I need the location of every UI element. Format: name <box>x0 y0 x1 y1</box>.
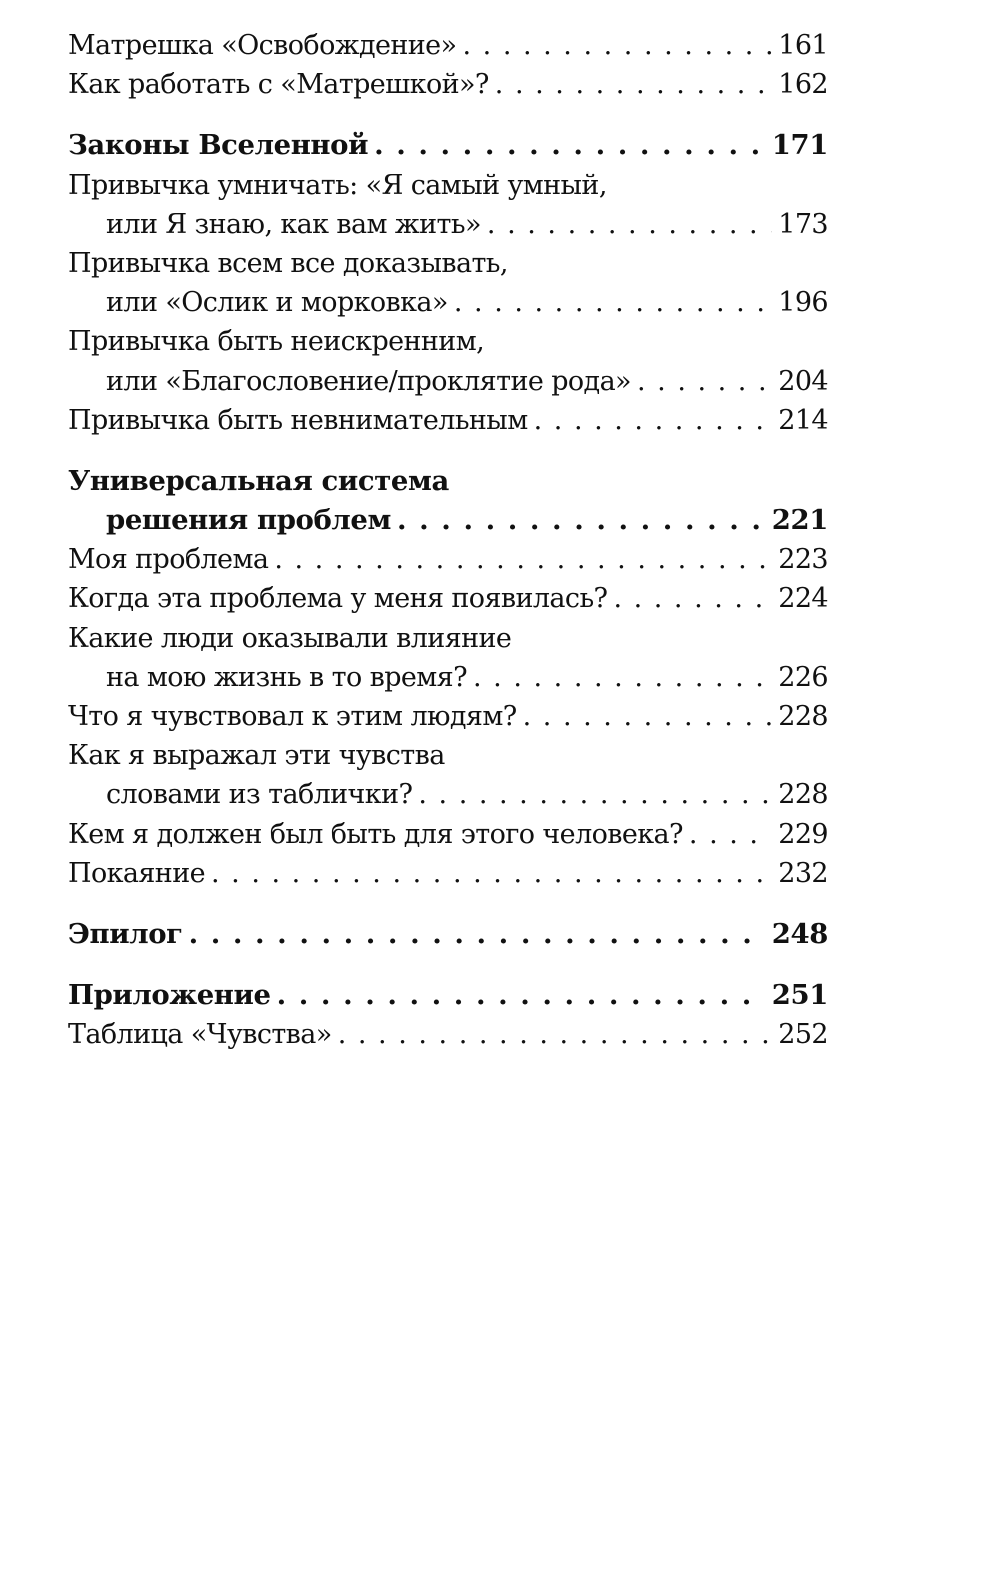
dot-leader <box>211 854 772 893</box>
toc-entry-title: Когда эта проблема у меня появилась? <box>68 583 608 615</box>
toc-line <box>68 815 828 854</box>
dot-leader <box>473 658 772 697</box>
toc-entry <box>68 619 828 697</box>
toc-line-continuation <box>68 362 828 401</box>
toc-line <box>68 619 828 658</box>
toc-entry-title: Моя проблема <box>68 544 269 576</box>
dot-leader <box>189 915 766 954</box>
toc-entry <box>68 736 828 814</box>
toc-entry-title: Какие люди оказывали влияние <box>68 622 512 654</box>
toc-entry <box>68 26 828 65</box>
toc-line <box>68 579 828 618</box>
toc-entry-title: Как я выражал эти чувства <box>68 740 445 772</box>
toc-page-number: 232 <box>778 857 828 889</box>
toc-line <box>68 401 828 440</box>
toc-line <box>68 915 828 954</box>
toc-entry <box>68 166 828 244</box>
toc-entry-title: Привычка быть невнимательным <box>68 404 528 436</box>
toc-page-number: 196 <box>778 287 828 319</box>
dot-leader <box>689 815 772 854</box>
toc-page-number: 214 <box>778 404 828 436</box>
toc-entry-title-continuation: на мою жизнь в то время? <box>106 661 467 693</box>
section-spacer <box>68 893 828 915</box>
toc-entry <box>68 1015 828 1054</box>
toc-page-number: 228 <box>778 779 828 811</box>
toc-line <box>68 166 828 205</box>
toc-line-continuation <box>68 501 828 540</box>
toc-section-heading <box>68 462 828 540</box>
dot-leader <box>523 697 773 736</box>
toc-line <box>68 244 828 283</box>
toc-entry-title: Что я чувствовал к этим людям? <box>68 701 517 732</box>
dot-leader <box>274 540 772 579</box>
toc-entry <box>68 815 828 854</box>
toc-page-number: 224 <box>778 583 828 615</box>
toc-entry <box>68 854 828 893</box>
dot-leader <box>454 283 772 322</box>
toc-line-continuation <box>68 283 828 322</box>
toc-page-number: 226 <box>778 661 828 693</box>
toc-page-number: 229 <box>778 818 828 850</box>
toc-entry-title: Кем я должен был быть для этого человека? <box>68 818 683 850</box>
toc-section-heading <box>68 915 828 954</box>
toc-section-title: Приложение <box>68 979 271 1012</box>
dot-leader <box>462 26 772 65</box>
toc-entry-title: Привычка быть неискренним, <box>68 326 485 358</box>
toc-section-title: Эпилог <box>68 917 183 950</box>
toc-line <box>68 976 828 1015</box>
toc-entry-title: Матрешка «Освобождение» <box>68 30 457 61</box>
toc-entry-title: Привычка умничать: «Я самый умный, <box>68 169 607 201</box>
toc-line <box>68 540 828 579</box>
dot-leader <box>495 65 772 104</box>
toc-entry <box>68 697 828 736</box>
toc-entry <box>68 540 828 579</box>
toc-line <box>68 65 828 104</box>
toc-entry-title: Привычка всем все доказывать, <box>68 247 508 279</box>
toc-line <box>68 854 828 893</box>
toc-page-number: 162 <box>778 69 828 101</box>
dot-leader <box>397 501 766 540</box>
toc-entry-title-continuation: или «Благословение/проклятие рода» <box>106 365 631 397</box>
toc-section-title: Универсальная система <box>68 464 449 497</box>
toc-page-number: 252 <box>778 1019 828 1051</box>
section-spacer <box>68 954 828 976</box>
toc-page-number: 204 <box>778 365 828 397</box>
toc-page-number: 223 <box>778 544 828 576</box>
toc-line <box>68 26 828 65</box>
toc-page-number: 228 <box>778 701 828 732</box>
table-of-contents <box>68 26 828 1055</box>
dot-leader <box>487 205 772 244</box>
toc-entry-title: Как работать с «Матрешкой»? <box>68 69 489 101</box>
toc-entry <box>68 65 828 104</box>
toc-entry <box>68 579 828 618</box>
toc-line <box>68 697 828 736</box>
dot-leader <box>338 1015 773 1054</box>
toc-entry <box>68 244 828 322</box>
dot-leader <box>613 579 772 618</box>
toc-line <box>68 322 828 361</box>
toc-entry-title-continuation: словами из таблички? <box>106 779 413 811</box>
toc-section-title-continuation: решения проблем <box>106 504 392 537</box>
toc-entry-title: Покаяние <box>68 857 205 889</box>
dot-leader <box>534 401 773 440</box>
dot-leader <box>277 976 766 1015</box>
toc-page-number: 171 <box>771 129 828 162</box>
toc-section-heading <box>68 976 828 1015</box>
toc-line <box>68 462 828 501</box>
toc-line <box>68 736 828 775</box>
dot-leader <box>418 775 772 814</box>
toc-line <box>68 1015 828 1054</box>
toc-page-number: 173 <box>778 208 828 240</box>
toc-entry <box>68 401 828 440</box>
section-spacer <box>68 104 828 126</box>
toc-line-continuation <box>68 658 828 697</box>
toc-entry-title-continuation: или «Ослик и морковка» <box>106 287 448 319</box>
section-spacer <box>68 440 828 462</box>
toc-line-continuation <box>68 205 828 244</box>
toc-page-number: 221 <box>771 504 828 537</box>
toc-line-continuation <box>68 775 828 814</box>
toc-section-heading <box>68 126 828 165</box>
toc-entry <box>68 322 828 400</box>
toc-section-title: Законы Вселенной <box>68 129 369 162</box>
toc-entry-title: Таблица «Чувства» <box>68 1019 332 1051</box>
dot-leader <box>374 126 766 165</box>
toc-line <box>68 126 828 165</box>
toc-page-number: 248 <box>771 917 828 950</box>
toc-page-number: 251 <box>771 979 828 1012</box>
toc-page-number: 161 <box>778 30 828 61</box>
dot-leader <box>637 362 772 401</box>
toc-entry-title-continuation: или Я знаю, как вам жить» <box>106 208 481 240</box>
